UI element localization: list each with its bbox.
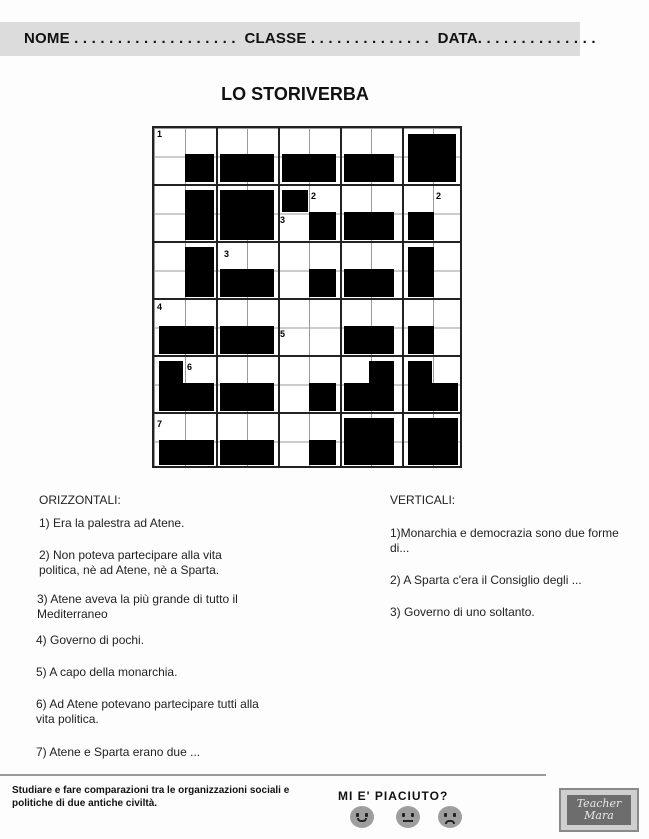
black-cell — [185, 190, 214, 240]
cell-number: 1 — [157, 129, 163, 139]
footer-divider — [0, 774, 546, 776]
grid-line — [154, 184, 460, 186]
page-title: LO STORIVERBA — [221, 84, 369, 104]
black-cell — [220, 383, 274, 411]
black-cell — [220, 154, 274, 182]
clue-vertical: 3) Governo di uno soltanto. — [390, 605, 535, 619]
black-cell — [432, 383, 458, 411]
eye — [365, 813, 368, 817]
eye — [444, 813, 447, 817]
black-cell — [185, 247, 214, 297]
crossword-grid — [152, 126, 462, 468]
header-bar — [0, 22, 596, 56]
black-cell — [369, 361, 394, 383]
neutral-face-icon[interactable] — [396, 806, 420, 828]
cell-number: 2 — [311, 191, 317, 201]
cell-number: 7 — [157, 419, 163, 429]
cell-number: 3 — [224, 249, 230, 259]
grid-line — [278, 128, 280, 466]
student-info-line: NOME . . . . . . . . . . . . . . . . . . . CLASSE . . . . . . . . . . . . . . DATA. . . . . . . . . . . . . . — [24, 30, 596, 47]
orizzontali-heading: ORIZZONTALI: — [39, 493, 121, 507]
clue-horizontal: 2) Non poteva partecipare alla vita politica, nè ad Atene, nè a Sparta. — [39, 548, 222, 577]
grid-line — [402, 128, 404, 466]
logo-text: Teacher Mara — [567, 795, 631, 825]
black-cell — [282, 190, 308, 212]
black-cell — [408, 212, 434, 240]
black-cell — [344, 383, 394, 411]
mouth — [357, 818, 367, 822]
black-cell — [344, 154, 394, 182]
eye — [453, 813, 456, 817]
eye — [356, 813, 359, 817]
black-cell — [344, 269, 394, 297]
verticali-heading: VERTICALI: — [390, 493, 456, 507]
clue-horizontal: 1) Era la palestra ad Atene. — [39, 516, 185, 530]
mouth — [403, 820, 413, 822]
clue-horizontal: 7) Atene e Sparta erano due ... — [36, 745, 201, 759]
black-cell — [220, 190, 274, 240]
black-cell — [309, 212, 336, 240]
eye — [402, 813, 405, 817]
cell-number: 3 — [280, 215, 286, 225]
black-cell — [159, 361, 183, 411]
clue-horizontal: 6) Ad Atene potevano partecipare tutti alla vita politica. — [36, 697, 259, 726]
cell-number: 2 — [436, 191, 442, 201]
eye — [411, 813, 414, 817]
grid-line — [154, 355, 460, 357]
grid-line — [216, 128, 218, 466]
grid-line — [154, 412, 460, 414]
grid-line — [340, 128, 342, 466]
black-cell — [309, 269, 336, 297]
grid-line — [154, 241, 460, 243]
black-cell — [159, 440, 214, 465]
clue-vertical: 2) A Sparta c'era il Consiglio degli ... — [390, 573, 582, 587]
sad-face-icon[interactable] — [438, 806, 462, 828]
feedback-question: MI E' PIACIUTO? — [338, 789, 449, 803]
black-cell — [220, 326, 274, 354]
black-cell — [282, 154, 336, 182]
black-cell — [344, 418, 394, 465]
black-cell — [344, 212, 394, 240]
clue-horizontal: 4) Governo di pochi. — [36, 633, 145, 647]
black-cell — [309, 383, 336, 411]
black-cell — [185, 154, 214, 182]
black-cell — [408, 361, 432, 411]
clue-vertical: 1)Monarchia e democrazia sono due forme di... — [390, 526, 619, 555]
happy-face-icon[interactable] — [350, 806, 374, 828]
clue-horizontal: 3) Atene aveva la più grande di tutto il Mediterraneo — [37, 592, 238, 621]
cell-number: 4 — [157, 302, 163, 312]
black-cell — [408, 134, 456, 182]
clue-horizontal: 5) A capo della monarchia. — [36, 665, 178, 679]
black-cell — [344, 326, 394, 354]
cell-number: 6 — [187, 362, 193, 372]
black-cell — [408, 326, 434, 354]
black-cell — [183, 383, 214, 411]
cell-number: 5 — [280, 329, 286, 339]
black-cell — [159, 326, 214, 354]
black-cell — [220, 440, 274, 465]
black-cell — [408, 418, 458, 465]
teacher-logo — [559, 788, 639, 832]
black-cell — [408, 247, 434, 297]
black-cell — [220, 269, 274, 297]
grid-line — [154, 298, 460, 300]
learning-objective: Studiare e fare comparazioni tra le organizzazioni sociali e politiche di due antiche civiltà. — [12, 785, 290, 809]
mouth — [445, 820, 455, 824]
black-cell — [309, 440, 336, 465]
